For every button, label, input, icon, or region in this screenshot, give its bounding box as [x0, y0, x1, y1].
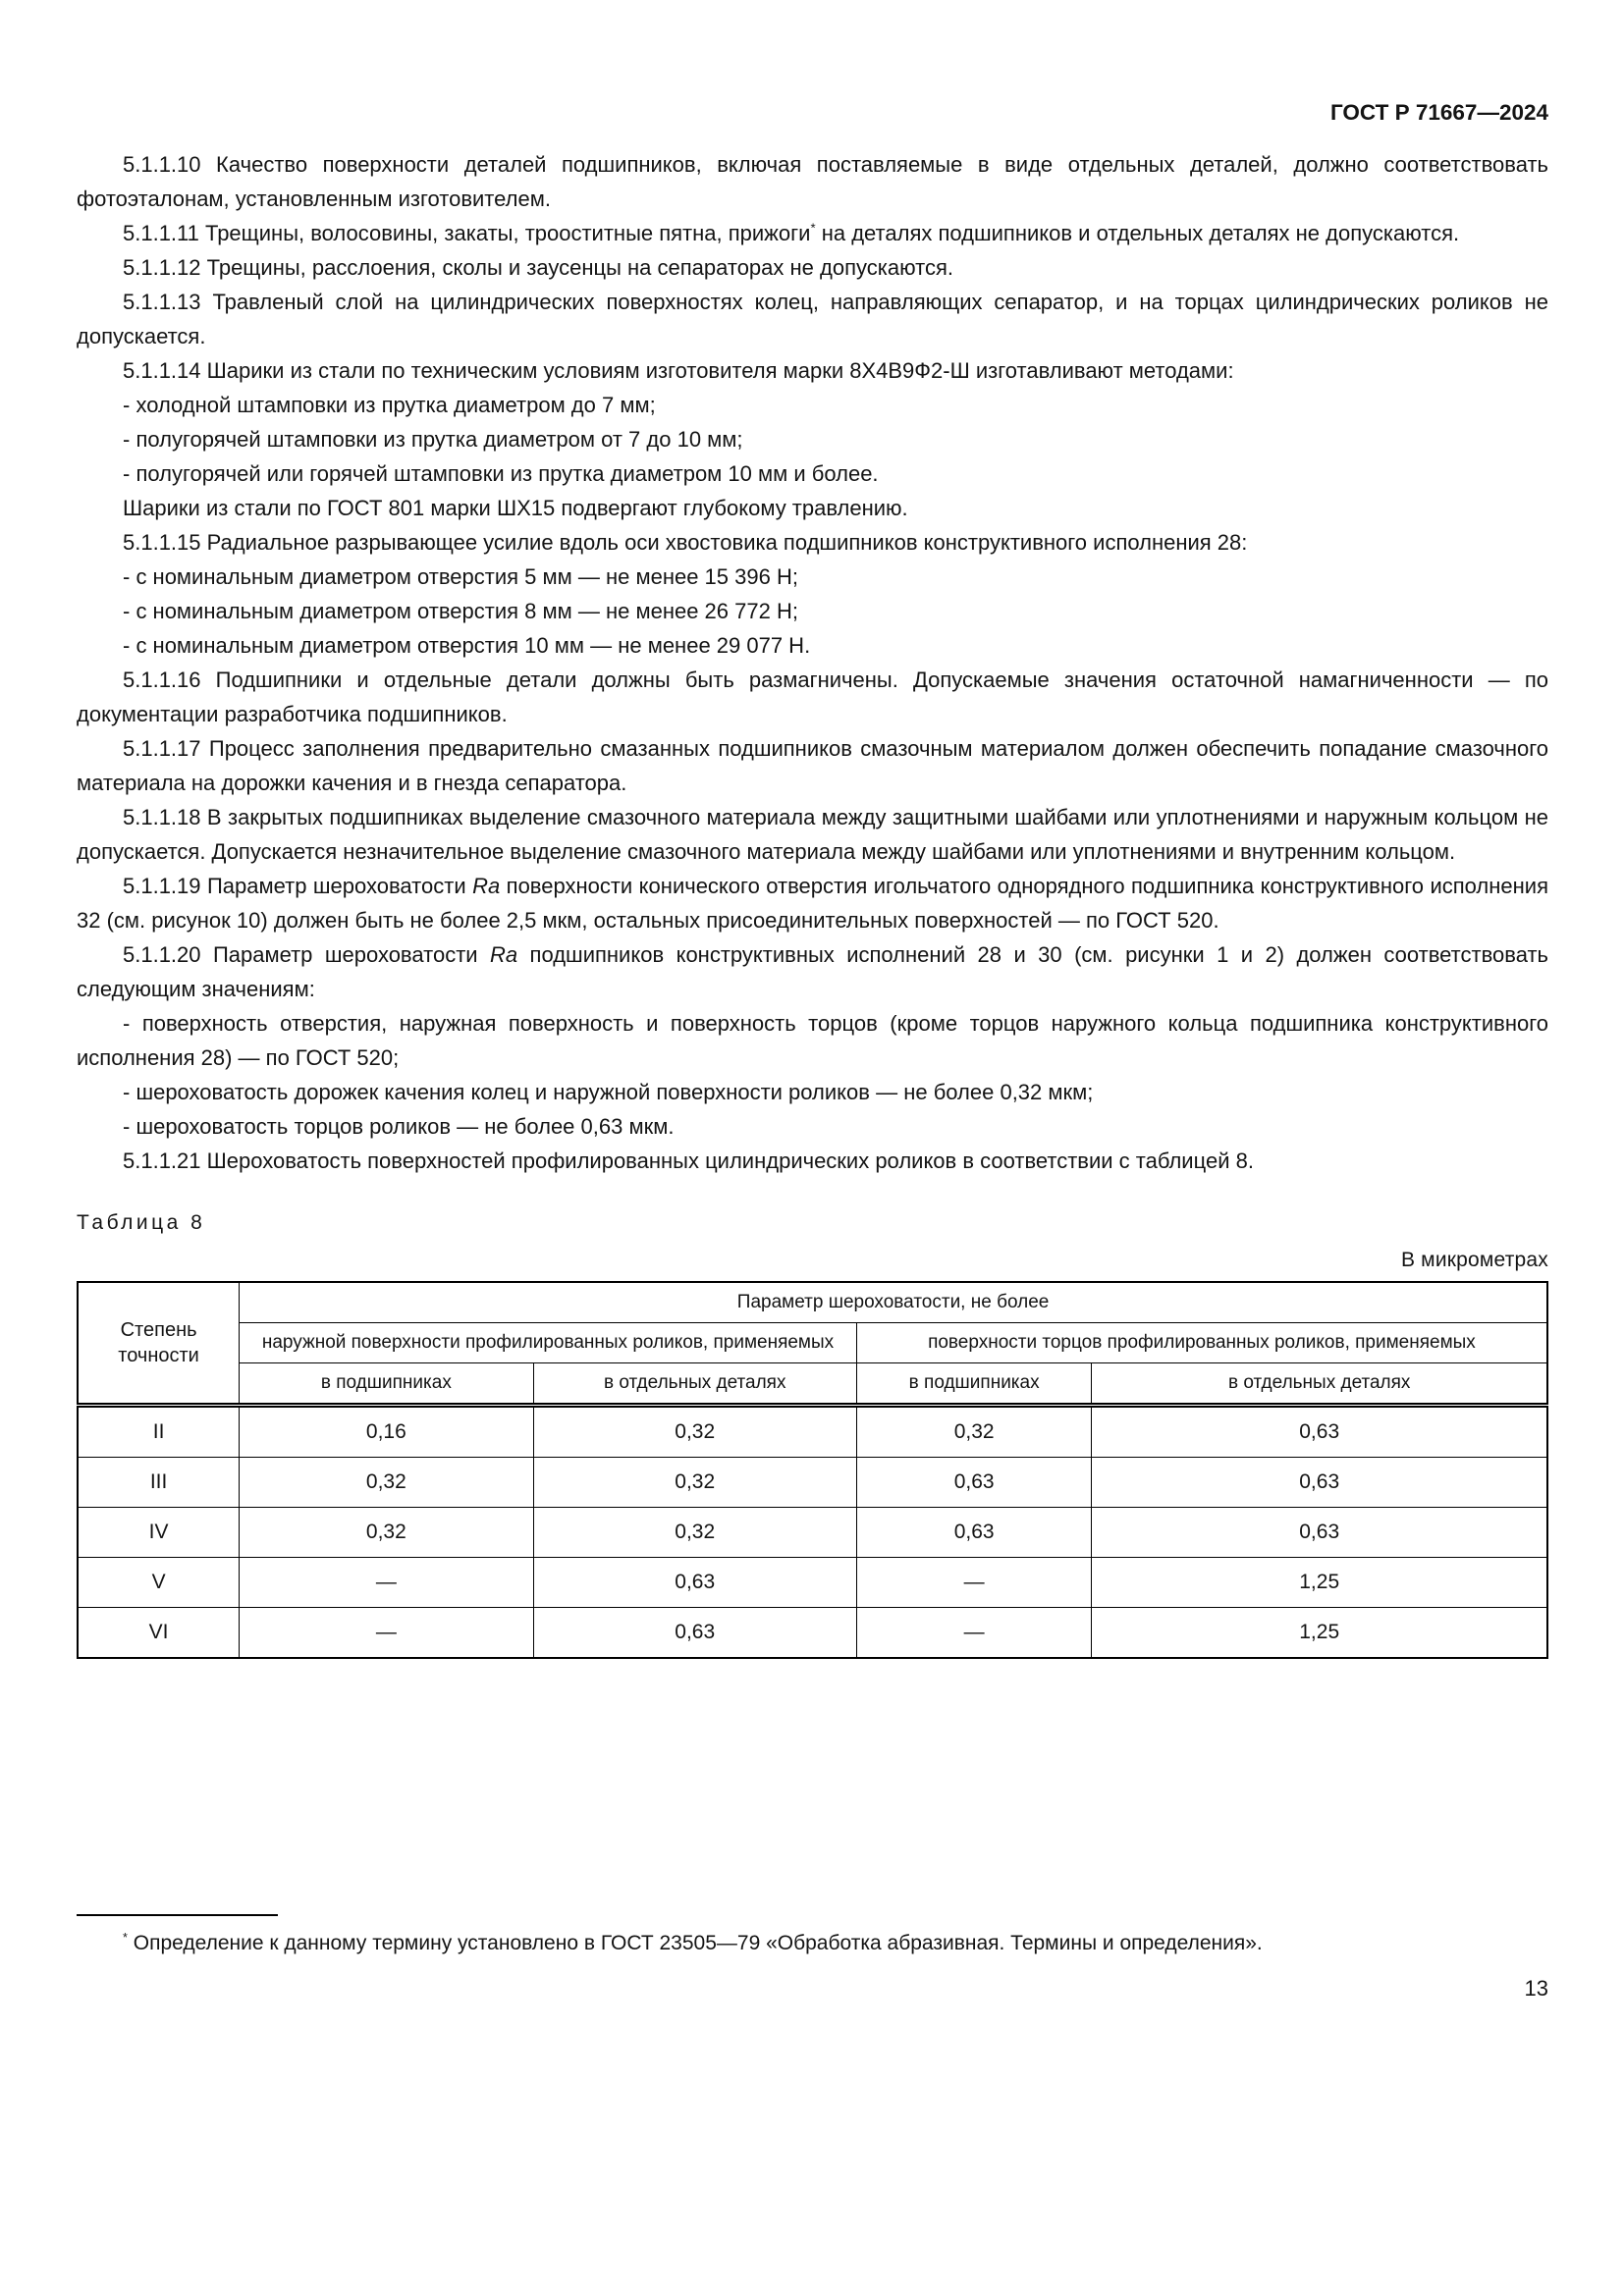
value-cell: —	[240, 1558, 533, 1608]
table-row	[78, 1458, 1547, 1508]
value-cell: 0,63	[1092, 1458, 1547, 1508]
table-block	[77, 1211, 1548, 1659]
footnote-marker: *	[123, 1931, 128, 1945]
footnote-body: Определение к данному термину установлено в ГОСТ 23505—79 «Обработка абразивная. Термины и определения».	[127, 1932, 1263, 1954]
doc-number: ГОСТ Р 71667—2024	[1329, 100, 1548, 125]
page-number: 13	[1524, 1976, 1548, 2001]
table-units-note: В микрометрах	[1400, 1249, 1548, 1271]
grade-cell: V	[78, 1558, 240, 1608]
grade-cell: III	[78, 1458, 240, 1508]
value-cell: 0,32	[533, 1458, 856, 1508]
value-cell: 0,32	[240, 1508, 533, 1558]
value-cell: 0,32	[533, 1508, 856, 1558]
paragraph: - полугорячей или горячей штамповки из прутка диаметром 10 мм и более.	[123, 461, 879, 486]
grade-cell: IV	[78, 1508, 240, 1558]
document-body	[77, 147, 1548, 1178]
subheader-in-bearings-end: в подшипниках	[856, 1363, 1092, 1406]
span-header-roughness: Параметр шероховатости, не более	[240, 1282, 1547, 1323]
paragraph: - шероховатость дорожек качения колец и наружной поверхности роликов — не более 0,32 мкм;	[123, 1080, 1094, 1104]
paragraph: - с номинальным диаметром отверстия 10 мм — не менее 29 077 Н.	[123, 633, 811, 658]
footnote-text	[77, 1927, 1548, 1959]
paragraph: 5.1.1.20 Параметр шероховатости Ra подшипников конструктивных исполнений 28 и 30 (см. рисунки 1 и 2) должен соответствовать следующим значениям:	[77, 942, 1548, 1001]
subheader-separate-parts-outer: в отдельных деталях	[533, 1363, 856, 1406]
grade-cell: II	[78, 1406, 240, 1458]
roughness-table	[77, 1281, 1548, 1659]
paragraph: Шарики из стали по ГОСТ 801 марки ШХ15 подвергают глубокому травлению.	[123, 496, 908, 520]
paragraph: - с номинальным диаметром отверстия 8 мм — не менее 26 772 Н;	[123, 599, 798, 623]
grade-cell: VI	[78, 1608, 240, 1659]
value-cell: —	[856, 1608, 1092, 1659]
paragraph: 5.1.1.16 Подшипники и отдельные детали должны быть размагничены. Допускаемые значения остаточной намагниченности — по документации разработчика подшипников.	[77, 667, 1548, 726]
value-cell: 0,63	[1092, 1508, 1547, 1558]
footnote	[77, 1914, 1548, 1959]
paragraph: 5.1.1.18 В закрытых подшипниках выделение смазочного материала между защитными шайбами или уплотнениями и наружным кольцом не допускается. Допускается незначительное выделение смазочного материала между шайбами или уплотнениями и внутренним кольцом.	[77, 805, 1548, 864]
value-cell: —	[240, 1608, 533, 1659]
value-cell: 0,32	[240, 1458, 533, 1508]
paragraph: 5.1.1.13 Травленый слой на цилиндрических поверхностях колец, направляющих сепаратор, и на торцах цилиндрических роликов не допускается.	[77, 290, 1548, 348]
doc-header	[77, 100, 1548, 126]
table-row	[78, 1508, 1547, 1558]
paragraph: 5.1.1.12 Трещины, расслоения, сколы и заусенцы на сепараторах не допускаются.	[123, 255, 953, 280]
paragraph: 5.1.1.10 Качество поверхности деталей подшипников, включая поставляемые в виде отдельных деталей, должно соответствовать фотоэталонам, установленным изготовителем.	[77, 152, 1548, 211]
value-cell: 0,32	[533, 1406, 856, 1458]
paragraph: - поверхность отверстия, наружная поверхность и поверхность торцов (кроме торцов наружного кольца подшипника конструктивного исполнения 28) — по ГОСТ 520;	[77, 1011, 1548, 1070]
paragraph: - полугорячей штамповки из прутка диаметром от 7 до 10 мм;	[123, 427, 743, 452]
paragraph: 5.1.1.11 Трещины, волосовины, закаты, трооститные пятна, прижоги* на деталях подшипников и отдельных деталях не допускаются.	[123, 220, 1460, 245]
paragraph: 5.1.1.21 Шероховатость поверхностей профилированных цилиндрических роликов в соответствии с таблицей 8.	[123, 1148, 1254, 1173]
table-row	[78, 1558, 1547, 1608]
group-header-outer-surface: наружной поверхности профилированных роликов, применяемых	[240, 1323, 857, 1363]
value-cell: 0,32	[856, 1406, 1092, 1458]
subheader-separate-parts-end: в отдельных деталях	[1092, 1363, 1547, 1406]
table-row	[78, 1608, 1547, 1659]
value-cell: 0,63	[533, 1558, 856, 1608]
table-caption: Таблица 8	[77, 1211, 206, 1234]
page-content	[77, 100, 1548, 1659]
paragraph: 5.1.1.14 Шарики из стали по техническим условиям изготовителя марки 8Х4В9Ф2-Ш изготавливают методами:	[123, 358, 1234, 383]
paragraph: 5.1.1.19 Параметр шероховатости Ra поверхности конического отверстия игольчатого однорядного подшипника конструктивного исполнения 32 (см. рисунок 10) должен быть не более 2,5 мкм, остальных присоединительных поверхностей — по ГОСТ 520.	[77, 874, 1548, 933]
group-header-end-surface: поверхности торцов профилированных роликов, применяемых	[856, 1323, 1547, 1363]
paragraph: 5.1.1.17 Процесс заполнения предварительно смазанных подшипников смазочным материалом должен обеспечить попадание смазочного материала на дорожки качения и в гнезда сепаратора.	[77, 736, 1548, 795]
table-body	[78, 1406, 1547, 1659]
paragraph: - шероховатость торцов роликов — не более 0,63 мкм.	[123, 1114, 675, 1139]
value-cell: 0,16	[240, 1406, 533, 1458]
value-cell: 0,63	[533, 1608, 856, 1659]
table-row	[78, 1406, 1547, 1458]
value-cell: 0,63	[1092, 1406, 1547, 1458]
value-cell: 0,63	[856, 1458, 1092, 1508]
value-cell: 0,63	[856, 1508, 1092, 1558]
subheader-in-bearings-outer: в подшипниках	[240, 1363, 533, 1406]
value-cell: 1,25	[1092, 1558, 1547, 1608]
table-header	[78, 1282, 1547, 1406]
paragraph: - с номинальным диаметром отверстия 5 мм — не менее 15 396 Н;	[123, 564, 798, 589]
paragraph: - холодной штамповки из прутка диаметром до 7 мм;	[123, 393, 656, 417]
footnote-divider	[77, 1914, 278, 1916]
value-cell: 1,25	[1092, 1608, 1547, 1659]
paragraph: 5.1.1.15 Радиальное разрывающее усилие вдоль оси хвостовика подшипников конструктивного исполнения 28:	[123, 530, 1248, 555]
value-cell: —	[856, 1558, 1092, 1608]
column-header-accuracy-grade: Степень точности	[78, 1282, 240, 1406]
